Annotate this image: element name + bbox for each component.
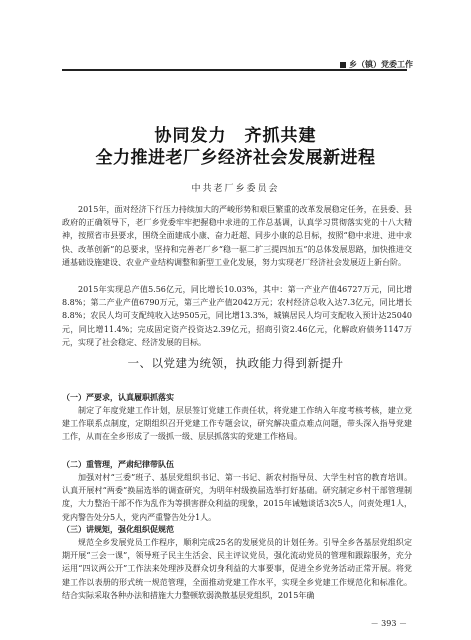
subsection-body: 加强对村“三委”班子、基层党组织书记、第一书记、新农村指导员、大学生村官的教育培训。认真开展村“两委”换届选举的调查研究，为明年村级换届选举打好基础。研究制定乡村干部管理制度，大力整治干部不作为乱作为等損害群众利益的现象，2015年诫勉谈话3次5人，问责处理1人，党内警告处分5人，党内严重警告处分1人。 — [62, 473, 412, 522]
subsection-heading: （一）严要求，认真履职抓落实 — [62, 393, 174, 402]
header-square-icon — [340, 62, 346, 68]
body-paragraph: 2015年实现总产值5.56亿元，同比增长10.03%，其中：第一产业产值46727万元，同比增8.8%；第二产业产值6790万元，第三产业产值2042万元；农村经济总收入达7.3亿元，同比增长8.8%；农民人均可支配纯收入达9505元，同比增13.3%，城镇居民人均可支配收入预计达25040元，同比增11.4%；完成固定资产投资达2.39亿元，招商引资2.46亿元，化解政府债务1147万元，实现了社会稳定、经济发展的目标。 — [62, 285, 412, 347]
subsection-body: 规范全乡发展党员工作程序，顺利完成25名的发展党员的计划任务。引导全乡各基层党组织定期开展“三会一课”，领导班子民主生活会、民主评议党员，强化流动党员的管理和跟踪服务，充分运用“四议两公开”工作法来处理涉及群众切身利益的大事要事，促进全乡党务活动正常开展。将党建工作以表册的形式统一规范管理，全面推动党建工作水平，实现全乡党建工作规范化和标准化。结合实际采取各种办法和措施大力整顿软弱涣散基层党组织，2015年确 — [62, 538, 412, 600]
header-section-label: 乡（镇）党委工作 — [349, 60, 413, 69]
subsection-heading: （三）讲规矩，强化组织促规范 — [62, 525, 174, 534]
article-title-line1: 协同发力 齐抓共建 — [154, 126, 317, 146]
running-header — [340, 59, 413, 70]
subsection-body: 制定了年度党建工作计划，层层签订党建工作责任状，将党建工作纳入年度考核考核，建立党建工作联系点制度，定期组织召开党建工作专题会议，研究解决重点难点问题，带头深入指导党建工作，从而在全乡形成了一级抓一级、层层抓落实的党建工作格局。 — [62, 406, 412, 442]
page-number: － 393 － — [370, 619, 407, 628]
subsection-heading: （二）重管理，严肃纪律带队伍 — [62, 460, 174, 469]
body-paragraph: 2015年，面对经济下行压力持续加大的严峻形势和艰巨繁重的改革发展稳定任务，在县委、县政府的正确领导下，老厂乡党委牢牢把握稳中求进的工作总基调，认真学习贯彻落实党的十八大精神，按照省市县要求，围绕全面建成小康、奋力赶超、同步小康的总目标，按照“稳中求进、进中求快、改革创新”的总要求，坚持和完善老厂乡“稳一驱二扩三提四加五”的总体发展思路，加快推进交通基础设施建设、农业产业结构调整和新型工业化发展，努力实现老厂经济社会发展迈上新台阶。 — [62, 205, 412, 267]
article-title-line2: 全力推进老厂乡经济社会发展新进程 — [95, 148, 376, 168]
article-author: 中共老厂乡委员会 — [191, 184, 280, 194]
section-heading: 一、以党建为统领，执政能力得到新提升 — [127, 356, 344, 370]
